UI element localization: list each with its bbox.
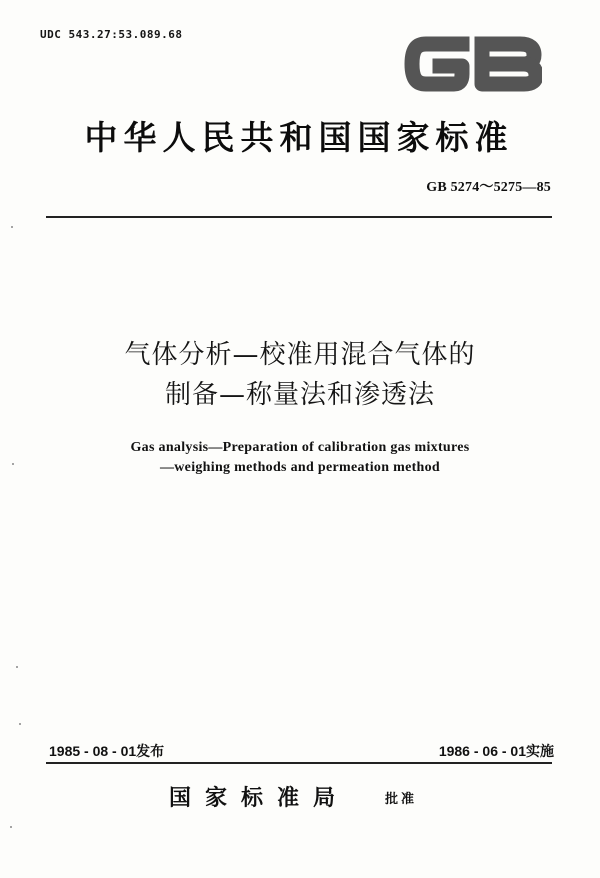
issuing-authority: 国家标准局 (169, 785, 350, 811)
udc-code: UDC 543.27:53.089.68 (40, 28, 183, 41)
scan-spot (16, 666, 18, 668)
gb-logo (404, 30, 542, 98)
top-divider (46, 216, 552, 218)
standard-number: GB 5274～5275—85 (426, 180, 551, 195)
bottom-divider (46, 762, 552, 764)
national-standard-title: 中华人民共和国国家标准 (84, 118, 514, 157)
scan-spot (19, 723, 21, 725)
scan-spot (12, 463, 14, 465)
approval-label: 批准 (385, 792, 418, 807)
scan-spot (10, 826, 12, 828)
english-title-line-1: Gas analysis—Preparation of calibration gas mixtures (130, 440, 470, 455)
chinese-title-line-1: 气体分析—校准用混合气体的 (124, 340, 476, 370)
english-title-line-2: —weighing methods and permeation method (159, 460, 441, 475)
effective-date: 1986 - 06 - 01实施 (438, 743, 554, 759)
chinese-title-line-2: 制备—称量法和渗透法 (164, 380, 435, 410)
issue-date: 1985 - 08 - 01发布 (49, 743, 165, 759)
scan-spot (11, 226, 13, 228)
